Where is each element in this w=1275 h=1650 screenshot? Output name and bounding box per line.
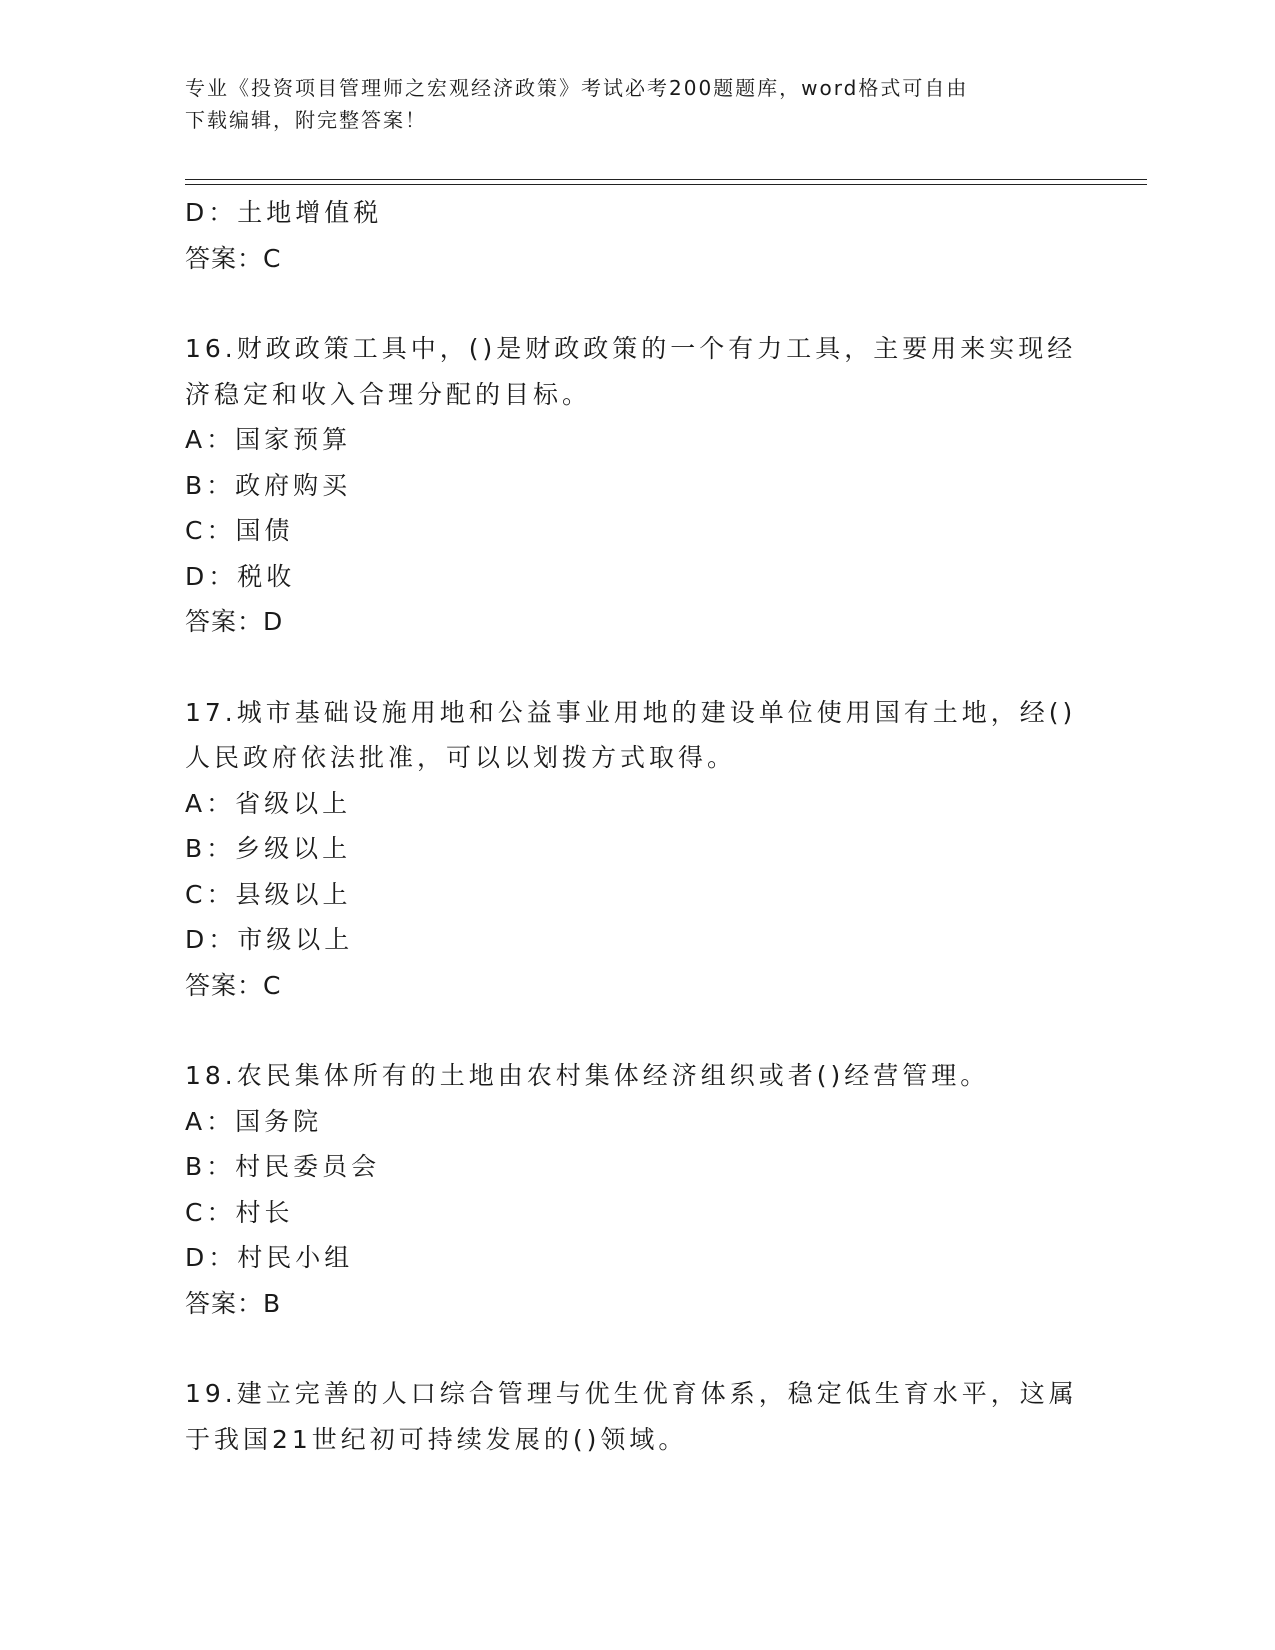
option-a: A：国家预算 bbox=[185, 425, 352, 454]
question-stem: 济稳定和收入合理分配的目标。 bbox=[185, 379, 592, 409]
question-stem: 18.农民集体所有的土地由农村集体经济组织或者()经营管理。 bbox=[185, 1061, 990, 1090]
header-line-2: 下载编辑，附完整答案！ bbox=[185, 108, 427, 132]
option-b: B：政府购买 bbox=[185, 470, 352, 500]
document-header bbox=[185, 72, 1065, 136]
answer: 答案：D bbox=[185, 607, 284, 636]
question-list bbox=[185, 190, 1085, 1462]
question-16 bbox=[185, 326, 1085, 645]
question-19 bbox=[185, 1371, 1085, 1462]
question-stem: 16.财政政策工具中，()是财政政策的一个有力工具，主要用来实现经 bbox=[185, 334, 1077, 363]
option-d: D：村民小组 bbox=[185, 1243, 354, 1272]
option-b: B：乡级以上 bbox=[185, 834, 352, 863]
header-line-1: 专业《投资项目管理师之宏观经济政策》考试必考200题题库，word格式可自由 bbox=[185, 76, 969, 100]
option-b: B：村民委员会 bbox=[185, 1152, 381, 1181]
option-d: D：土地增值税 bbox=[185, 198, 383, 227]
option-a: A：国务院 bbox=[185, 1106, 323, 1136]
question-stem: 17.城市基础设施用地和公益事业用地的建设单位使用国有土地，经() bbox=[185, 697, 1077, 727]
answer: 答案：B bbox=[185, 1288, 282, 1318]
question-stem: 人民政府依法批准，可以以划拨方式取得。 bbox=[185, 743, 737, 772]
answer: 答案：C bbox=[185, 243, 282, 273]
option-c: C：国债 bbox=[185, 516, 294, 545]
question-18 bbox=[185, 1053, 1085, 1326]
option-c: C：村长 bbox=[185, 1197, 294, 1227]
question-17 bbox=[185, 690, 1085, 1009]
header-rule-bottom bbox=[185, 184, 1147, 185]
previous-question-tail bbox=[185, 190, 1085, 281]
option-d: D：市级以上 bbox=[185, 925, 354, 954]
option-d: D：税收 bbox=[185, 561, 296, 591]
question-stem: 于我国21世纪初可持续发展的()领域。 bbox=[185, 1424, 688, 1454]
question-stem: 19.建立完善的人口综合管理与优生优育体系，稳定低生育水平，这属 bbox=[185, 1379, 1078, 1408]
option-a: A：省级以上 bbox=[185, 788, 352, 818]
answer: 答案：C bbox=[185, 970, 282, 1000]
option-c: C：县级以上 bbox=[185, 879, 352, 909]
header-rule-top bbox=[185, 179, 1147, 180]
